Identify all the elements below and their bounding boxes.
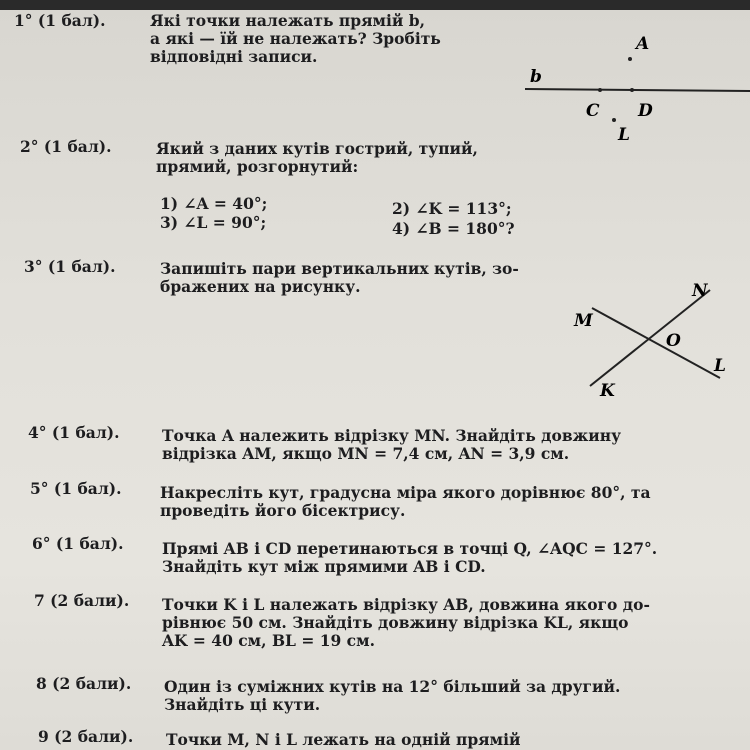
text-line: Точки M, N і L лежать на одній прямій (166, 730, 521, 749)
task-text (164, 678, 734, 714)
task-text (162, 596, 732, 650)
text-line: Один із суміжних кутів на 12° більший за другий. (164, 677, 621, 696)
text-line: Прямі AB і CD перетинаються в точці Q, ∠AQC = 127°. (162, 539, 658, 558)
label-l: L (714, 356, 726, 376)
point-l (612, 118, 616, 122)
label-n: N (692, 281, 708, 301)
label-c: C (586, 101, 600, 121)
text-line: Знайдіть ці кути. (164, 695, 321, 714)
text-line: Запишіть пари вертикальних кутів, зо- (160, 259, 519, 278)
line-kn (590, 290, 710, 386)
point-d (630, 88, 634, 92)
label-m: M (574, 311, 593, 331)
point-c (598, 88, 602, 92)
text-line: Точки K і L належать відрізку AB, довжина якого до- (162, 595, 650, 614)
figure-line-b (520, 20, 750, 150)
task-text (162, 427, 732, 463)
label-d: D (638, 101, 653, 121)
text-line: Які точки належать прямій b, (150, 11, 426, 30)
text-line: відрізка AM, якщо MN = 7,4 см, AN = 3,9 см. (162, 444, 570, 463)
task-number: 2° (1 бал). (20, 137, 112, 156)
text-line: бражених на рисунку. (160, 277, 361, 296)
text-line: прямий, розгорнутий: (156, 157, 359, 176)
figure-crossing-lines (570, 270, 750, 410)
text-line: Знайдіть кут між прямими AB і CD. (162, 557, 486, 576)
task-text (160, 484, 730, 520)
task-number: 6° (1 бал). (32, 534, 124, 553)
task-number: 3° (1 бал). (24, 257, 116, 276)
task-number: 4° (1 бал). (28, 423, 120, 442)
text-line: проведіть його бісектрису. (160, 501, 406, 520)
line-ml (592, 308, 720, 378)
line-b (525, 89, 750, 91)
point-a (628, 57, 632, 61)
task-number: 7 (2 бали). (34, 591, 130, 610)
task-number: 9 (2 бали). (38, 727, 134, 746)
text-line: Який з даних кутів гострий, тупий, (156, 139, 478, 158)
label-l: L (618, 125, 630, 145)
label-b: b (530, 67, 542, 87)
task-number: 8 (2 бали). (36, 674, 132, 693)
option-1: 1) ∠A = 40°; (160, 194, 268, 213)
task-text (150, 12, 520, 66)
label-k: K (600, 381, 615, 401)
option-2: 2) ∠K = 113°; (392, 199, 512, 218)
task-number: 5° (1 бал). (30, 479, 122, 498)
option-4: 4) ∠B = 180°? (392, 219, 515, 238)
task-text (162, 540, 732, 576)
text-line: AK = 40 см, BL = 19 см. (162, 631, 375, 650)
label-a: A (636, 34, 650, 54)
option-3: 3) ∠L = 90°; (160, 213, 267, 232)
task-text (156, 140, 536, 176)
text-line: відповідні записи. (150, 47, 318, 66)
top-edge (0, 0, 750, 10)
task-number: 1° (1 бал). (14, 11, 106, 30)
task-text (166, 731, 726, 749)
text-line: Точка A належить відрізку MN. Знайдіть довжину (162, 426, 622, 445)
text-line: Накресліть кут, градусна міра якого дорівнює 80°, та (160, 483, 651, 502)
text-line: рівнює 50 см. Знайдіть довжину відрізка KL, якщо (162, 613, 629, 632)
task-text (160, 260, 560, 296)
text-line: а які — їй не належать? Зробіть (150, 29, 441, 48)
label-o: O (666, 331, 681, 351)
